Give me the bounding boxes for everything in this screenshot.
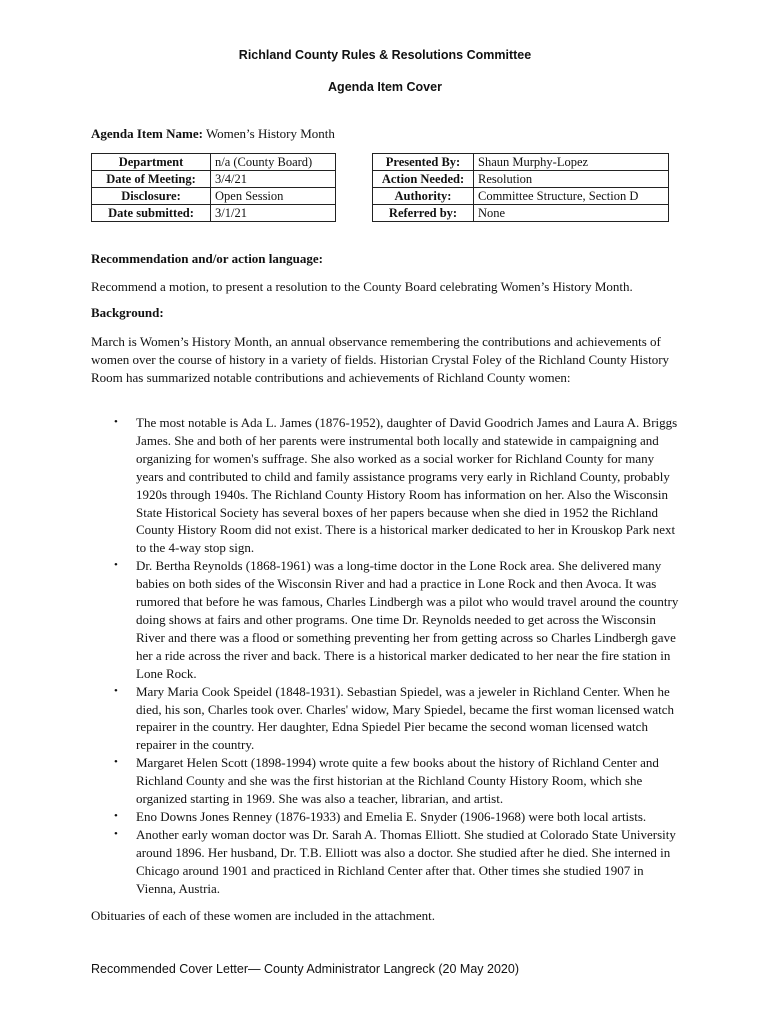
info-gap bbox=[336, 188, 373, 205]
bullet-icon: • bbox=[114, 756, 118, 769]
list-item-text: Eno Downs Jones Renney (1876-1933) and Emelia E. Snyder (1906-1968) were both local artists. bbox=[136, 808, 647, 824]
list-item-text: Margaret Helen Scott (1898-1994) wrote quite a few books about the history of Richland Center and Richland County and she was the first historian at the Richland County History Room, which she organized starting in 1969. She was also a teacher, librarian, and artist. bbox=[136, 755, 659, 807]
list-item bbox=[91, 808, 681, 826]
bullet-icon: • bbox=[114, 827, 118, 840]
info-table-row bbox=[92, 188, 669, 205]
agenda-info-table bbox=[91, 153, 669, 222]
info-table-row bbox=[92, 171, 669, 188]
list-item bbox=[91, 683, 681, 755]
list-item-text: The most notable is Ada L. James (1876-1952), daughter of David Goodrich James and Laura A. Briggs James. She and both of her parents were instrumental both locally and statewide in campaigning and organizing for women's suffrage. She also worked as a social worker for Richland County for many years and contributed to child and family assistance programs very early in Richland County, probably 1920s through 1940s. The Richland County History Room has information on her. Also the Wisconsin State Historical Society has several boxes of her papers because when she died in 1952 the Richland County History Room did not exist. There is a historical marker dedicated to her in Krouskop Park next to the 4-way stop sign. bbox=[136, 415, 678, 556]
info-right-value: Committee Structure, Section D bbox=[474, 188, 669, 205]
info-gap bbox=[336, 205, 373, 222]
info-right-label: Authority: bbox=[373, 188, 474, 205]
background-intro: March is Women’s History Month, an annual observance remembering the contributions and achievements of women over the course of history in a variety of fields. Historian Crystal Foley of the Richland County History Room has summarized notable contributions and achievements of Richland County women: bbox=[91, 334, 670, 385]
info-right-value: Resolution bbox=[474, 171, 669, 188]
bullet-icon: • bbox=[114, 809, 118, 822]
info-left-value: 3/1/21 bbox=[211, 205, 336, 222]
bullet-icon: • bbox=[114, 416, 118, 428]
info-gap bbox=[336, 171, 373, 188]
document-subtitle: Agenda Item Cover bbox=[328, 80, 442, 94]
info-table-row bbox=[92, 154, 669, 171]
bullet-icon: • bbox=[114, 559, 118, 572]
recommendation-title: Recommendation and/or action language: bbox=[91, 251, 323, 266]
closing-note: Obituaries of each of these women are included in the attachment. bbox=[91, 908, 436, 923]
info-left-label: Date of Meeting: bbox=[92, 171, 211, 188]
list-item bbox=[91, 826, 681, 898]
info-left-label: Department bbox=[92, 154, 211, 171]
list-item bbox=[91, 754, 681, 808]
agenda-item-name bbox=[91, 126, 335, 142]
list-item-text: Dr. Bertha Reynolds (1868-1961) was a long-time doctor in the Lone Rock area. She delivered many babies on both sides of the Wisconsin River and had a practice in Lone Rock and then Avoca. It was rumored that before he was famous, Charles Lindbergh was a pilot who would travel around the country doing shows at fairs and other programs. One time Dr. Reynolds needed to get across the Wisconsin River and there was a flood or something preventing her from getting across so Charles Lindbergh gave her a ride across the river and back. There is a historical marker dedicated to her near the fire station in Lone Rock. bbox=[136, 558, 679, 681]
info-gap bbox=[336, 154, 373, 171]
recommendation-text: Recommend a motion, to present a resolution to the County Board celebrating Women’s History Month. bbox=[91, 279, 633, 294]
info-table-row bbox=[92, 205, 669, 222]
info-right-value: Shaun Murphy-Lopez bbox=[474, 154, 669, 171]
page-footer: Recommended Cover Letter— County Administrator Langreck (20 May 2020) bbox=[91, 962, 519, 976]
info-right-label: Presented By: bbox=[373, 154, 474, 171]
agenda-item-value: Women’s History Month bbox=[205, 126, 335, 141]
list-item-text: Another early woman doctor was Dr. Sarah A. Thomas Elliott. She studied at Colorado State University around 1896. Her husband, Dr. T.B. Elliott was also a doctor. She studied after he died. She interned in Chicago around 1901 and practiced in Richland Center after that. Other times she studied 1907 in Vienna, Austria. bbox=[136, 826, 676, 896]
info-right-label: Referred by: bbox=[373, 205, 474, 222]
info-left-label: Disclosure: bbox=[92, 188, 211, 205]
agenda-item-label: Agenda Item Name: bbox=[91, 126, 203, 141]
background-title: Background: bbox=[91, 305, 164, 320]
info-left-label: Date submitted: bbox=[92, 205, 211, 222]
list-item bbox=[91, 414, 681, 557]
list-item-text: Mary Maria Cook Speidel (1848-1931). Sebastian Spiedel, was a jeweler in Richland Center. When he died, his son, Charles took over. Charles' widow, Mary Spiedel, became the first woman licensed watch repairer in the country. Her daughter, Edna Spiedel Pier became the second woman licensed watch repairer in the country. bbox=[136, 683, 674, 753]
info-left-value: n/a (County Board) bbox=[211, 154, 336, 171]
info-left-value: 3/4/21 bbox=[211, 171, 336, 188]
info-right-label: Action Needed: bbox=[373, 171, 474, 188]
bullet-icon: • bbox=[114, 684, 118, 697]
info-left-value: Open Session bbox=[211, 188, 336, 205]
info-right-value: None bbox=[474, 205, 669, 222]
list-item bbox=[91, 557, 681, 682]
committee-title: Richland County Rules & Resolutions Committee bbox=[238, 48, 532, 62]
background-bullet-list bbox=[91, 414, 681, 897]
